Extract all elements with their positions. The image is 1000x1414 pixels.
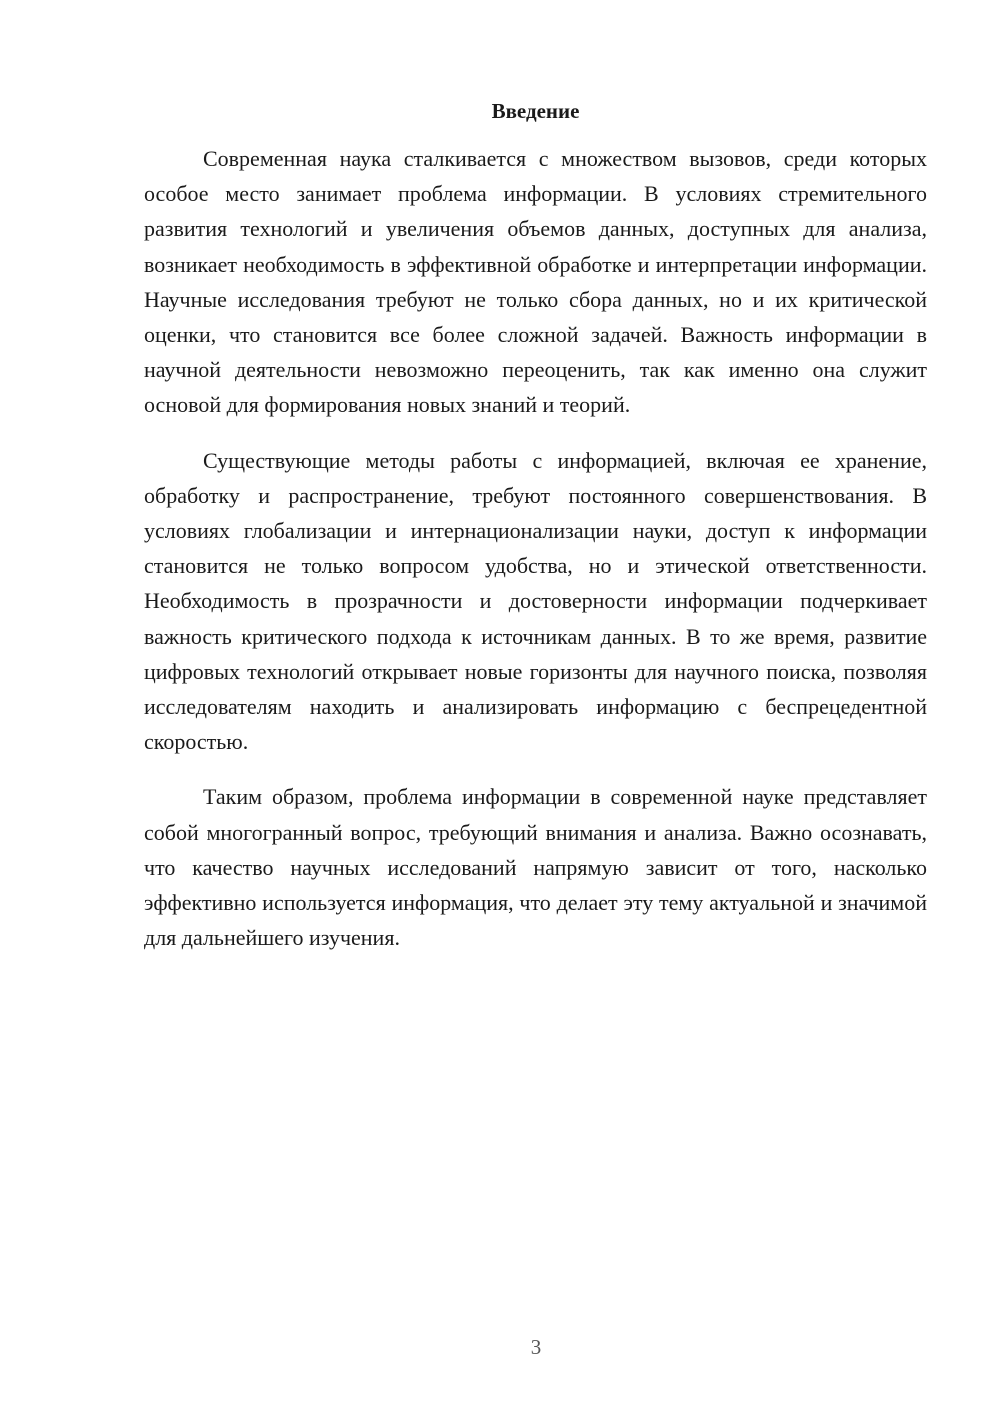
body-text bbox=[144, 141, 927, 975]
paragraph-3: Таким образом, проблема информации в современной науке представляет собой многогранный вопрос, требующий внимания и анализа. Важно осознавать, что качество научных исследований напрямую зависит от того, насколько эффективно используется информация, что делает эту тему актуальной и значимой для дальнейшего изучения. bbox=[144, 784, 927, 951]
paragraph-2: Существующие методы работы с информацией, включая ее хранение, обработку и распространение, требуют постоянного совершенствования. В условиях глобализации и интернационализации науки, доступ к информации становится не только вопросом удобства, но и этической ответственности. Необходимость в прозрачности и достоверности информации подчеркивает важность критического подхода к источникам данных. В то же время, развитие цифровых технологий открывает новые горизонты для научного поиска, позволяя исследователям находить и анализировать информацию с беспрецедентной скоростью. bbox=[144, 447, 927, 755]
paragraph-1: Современная наука сталкивается с множеством вызовов, среди которых особое место занимает проблема информации. В условиях стремительного развития технологий и увеличения объемов данных, доступных для анализа, возникает необходимость в эффективной обработке и интерпретации информации. Научные исследования требуют не только сбора данных, но и их критической оценки, что становится все более сложной задачей. Важность информации в научной деятельности невозможно переоценить, так как именно она служит основой для формирования новых знаний и теорий. bbox=[144, 146, 927, 418]
page-number: 3 bbox=[530, 1335, 542, 1359]
section-title: Введение bbox=[491, 99, 580, 123]
